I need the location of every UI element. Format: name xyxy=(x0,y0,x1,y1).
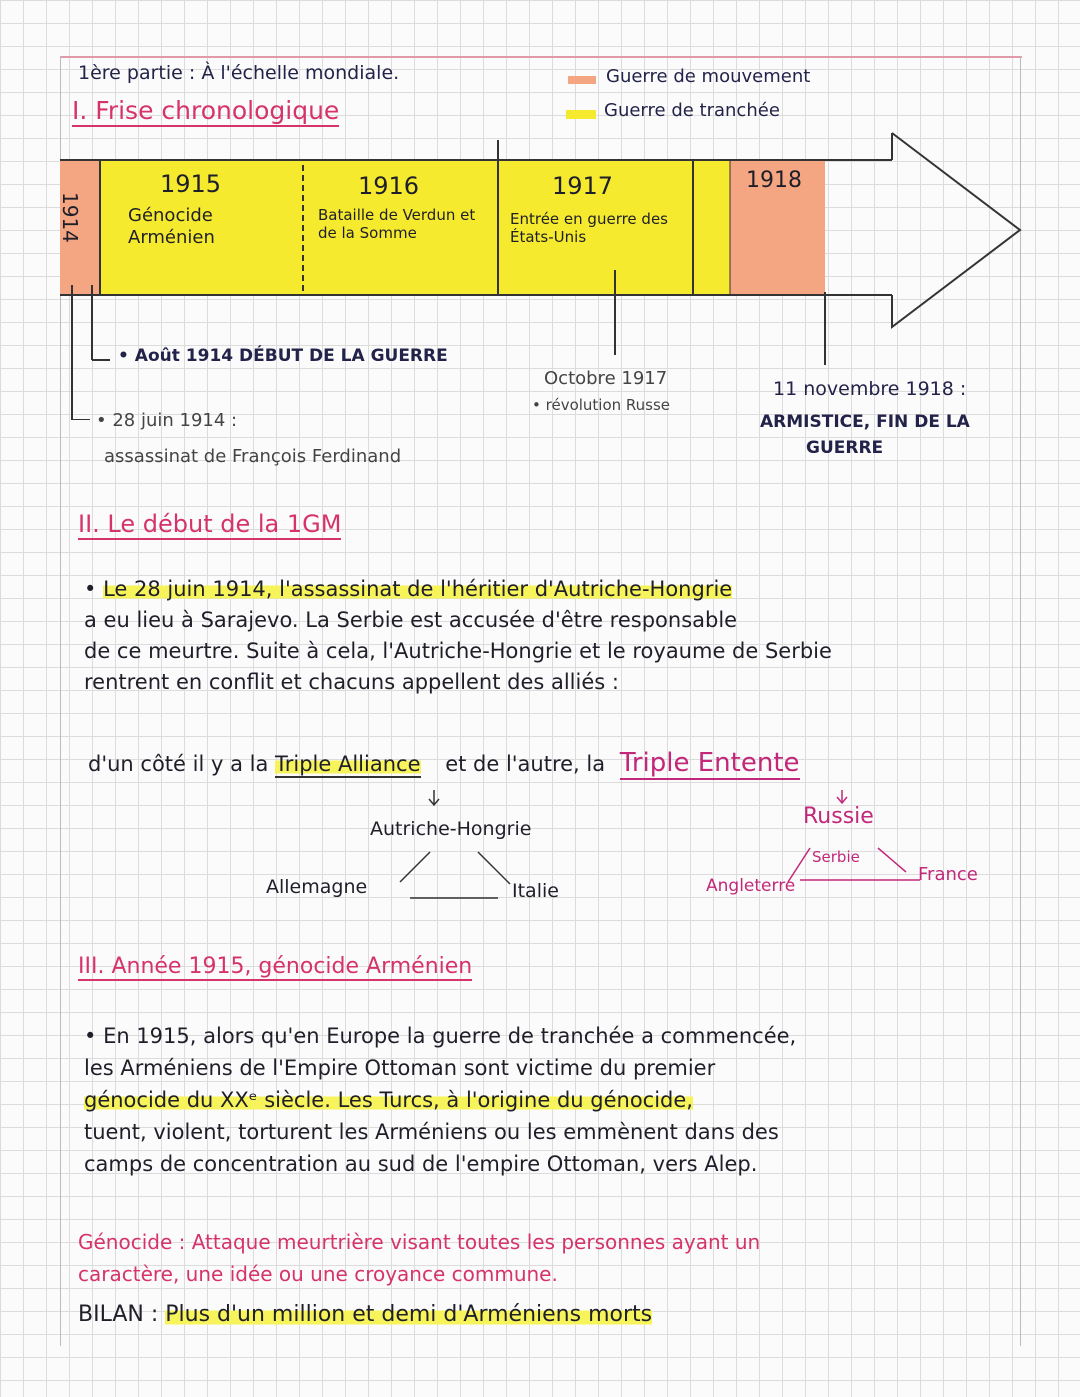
section2-line2: a eu lieu à Sarajevo. La Serbie est accusée d'être responsable xyxy=(84,608,738,632)
bilan xyxy=(78,1302,652,1327)
timeline-year-1917: 1917 xyxy=(552,172,614,200)
definition xyxy=(78,1226,760,1290)
section2-title: II. Le début de la 1GM xyxy=(78,510,342,538)
definition-line1: Génocide : Attaque meurtrière visant toutes les personnes ayant un xyxy=(78,1230,761,1254)
timeline-year-1918: 1918 xyxy=(746,168,802,193)
section2-paragraph xyxy=(84,574,1019,698)
timeline-year-1914: 1914 xyxy=(58,192,82,243)
timeline-event-1917: Entrée en guerre des États-Unis xyxy=(510,210,668,246)
france: France xyxy=(918,864,978,885)
assassinat-date: • 28 juin 1914 : xyxy=(96,410,238,431)
italy: Italie xyxy=(512,880,559,902)
definition-line2: caractère, une idée ou une croyance commune. xyxy=(78,1262,558,1286)
legend-tranchee-label: Guerre de tranchée xyxy=(604,100,780,121)
section2-line1: • Le 28 juin 1914, l'assassinat de l'héritier d'Autriche-Hongrie xyxy=(84,577,733,601)
bilan-text: Plus d'un million et demi d'Arméniens morts xyxy=(165,1302,653,1327)
octobre-date: Octobre 1917 xyxy=(544,368,668,389)
triple-entente: Triple Entente xyxy=(619,748,800,778)
section3-paragraph xyxy=(84,1020,1019,1180)
timeline-event-1915: Génocide Arménien xyxy=(128,205,215,248)
armistice-date: 11 novembre 1918 : xyxy=(773,378,967,400)
austria-hungary: Autriche-Hongrie xyxy=(370,818,532,840)
section2-line3: de ce meurtre. Suite à cela, l'Autriche-Hongrie et le royaume de Serbie xyxy=(84,639,832,663)
alliances-line: d'un côté il y a la Triple Alliance et de l'autre, la Triple Entente xyxy=(88,748,800,778)
armistice-text1: ARMISTICE, FIN DE LA xyxy=(760,412,970,432)
assassinat-text: assassinat de François Ferdinand xyxy=(104,446,402,467)
section3-line1: • En 1915, alors qu'en Europe la guerre de tranchée a commencée, xyxy=(84,1024,797,1048)
debut-guerre: • Août 1914 DÉBUT DE LA GUERRE xyxy=(118,346,448,366)
part-title: 1ère partie : À l'échelle mondiale. xyxy=(78,62,400,84)
russia: Russie xyxy=(803,804,874,829)
section1-title: I. Frise chronologique xyxy=(72,96,340,125)
legend-mouvement-label: Guerre de mouvement xyxy=(606,66,811,87)
section3-line4: tuent, violent, torturent les Arméniens ou les emmènent dans des xyxy=(84,1120,779,1144)
octobre-text: • révolution Russe xyxy=(532,396,671,414)
timeline-event-1916: Bataille de Verdun et de la Somme xyxy=(318,206,476,242)
section2-line4: rentrent en conflit et chacuns appellent des alliés : xyxy=(84,670,619,694)
bilan-label: BILAN : xyxy=(78,1302,159,1327)
england: Angleterre xyxy=(706,876,796,896)
timeline-year-1915: 1915 xyxy=(160,170,222,198)
section3-line2: les Arméniens de l'Empire Ottoman sont victime du premier xyxy=(84,1056,716,1080)
section3-line3: génocide du XXᵉ siècle. Les Turcs, à l'origine du génocide, xyxy=(84,1088,693,1112)
section3-title: III. Année 1915, génocide Arménien xyxy=(78,954,473,979)
timeline-year-1916: 1916 xyxy=(358,172,420,200)
germany: Allemagne xyxy=(266,876,368,898)
armistice-text2: GUERRE xyxy=(806,438,884,458)
section3-line5: camps de concentration au sud de l'empire Ottoman, vers Alep. xyxy=(84,1152,758,1176)
triple-alliance: Triple Alliance xyxy=(275,752,421,776)
serbia: Serbie xyxy=(812,848,860,866)
alliances-diagram xyxy=(0,790,1080,930)
